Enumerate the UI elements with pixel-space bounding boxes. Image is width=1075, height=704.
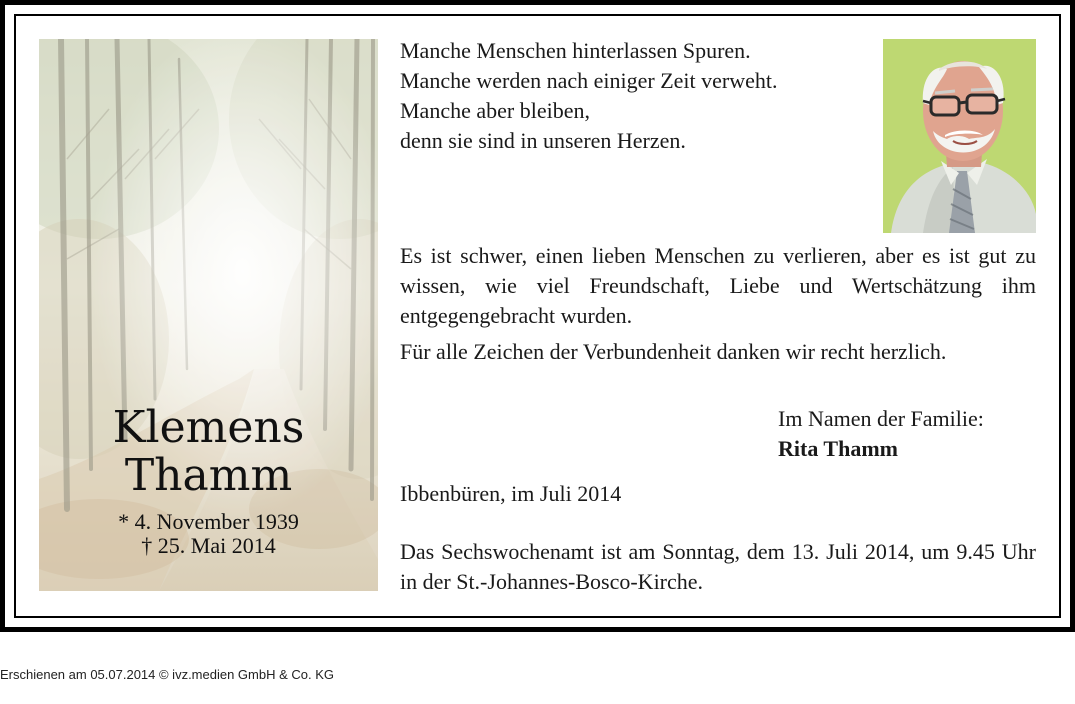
life-dates <box>39 510 378 558</box>
paragraph-loss: Es ist schwer, einen lieben Menschen zu verlieren, aber es ist gut zu wissen, wie viel Freundschaft, Liebe und Wertschätzung ihm entgegengebracht wurden. <box>400 243 1036 328</box>
signature-intro: Im Namen der Familie: <box>778 406 984 431</box>
birth-date: * 4. November 1939 <box>118 509 299 534</box>
portrait-photo <box>883 39 1036 233</box>
poem <box>400 36 880 156</box>
publication-footer: Erschienen am 05.07.2014 © ivz.medien GmbH & Co. KG <box>0 667 335 682</box>
signature-block <box>778 404 1058 464</box>
poem-line: denn sie sind in unseren Herzen. <box>400 128 686 153</box>
first-name: Klemens <box>112 402 305 453</box>
last-name: Thamm <box>124 450 293 501</box>
poem-line: Manche Menschen hinterlassen Spuren. <box>400 38 751 63</box>
poem-line: Manche werden nach einiger Zeit verweht. <box>400 68 778 93</box>
paragraph-thanks: Für alle Zeichen der Verbundenheit danken wir recht herzlich. <box>400 339 947 364</box>
place-date: Ibbenbüren, im Juli 2014 <box>400 481 622 506</box>
death-date: † 25. Mai 2014 <box>141 533 276 558</box>
announcement: Das Sechswochenamt ist am Sonntag, dem 13. Juli 2014, um 9.45 Uhr in der St.-Johannes-Bosco-Kirche. <box>400 539 1036 594</box>
deceased-name-block <box>39 404 378 558</box>
poem-line: Manche aber bleiben, <box>400 98 590 123</box>
signature-name: Rita Thamm <box>778 436 898 461</box>
